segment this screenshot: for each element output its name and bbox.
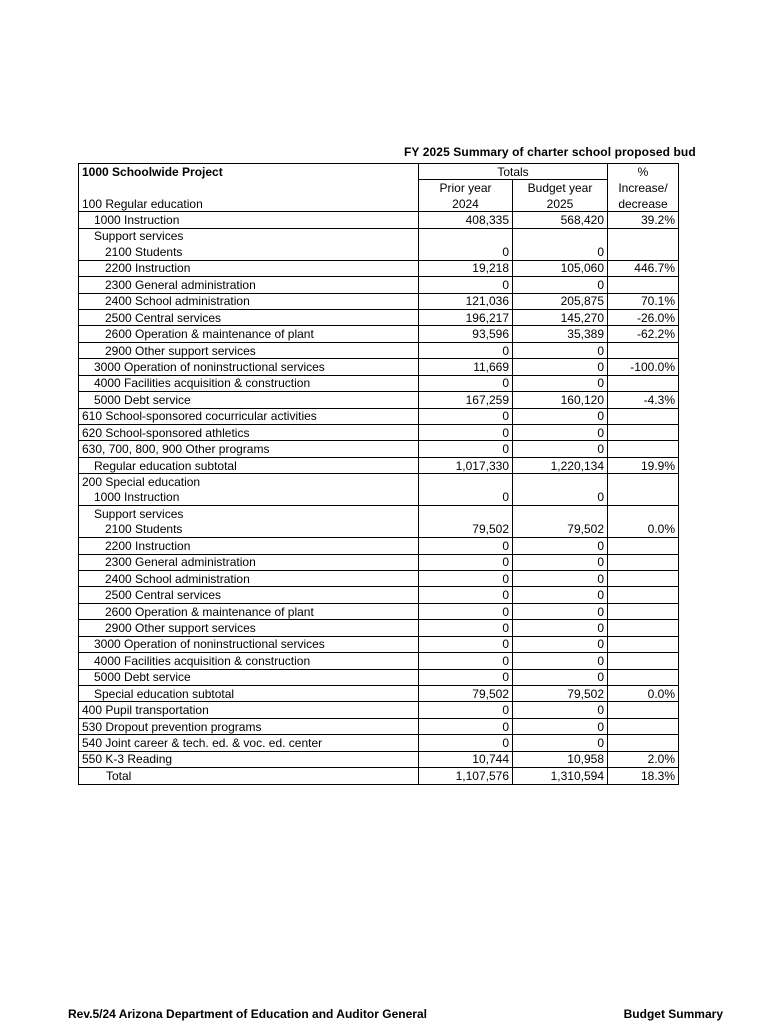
- table-row: 2400 School administration 121,036 205,875 70.1%: [79, 293, 679, 309]
- table-row: 2900 Other support services 0 0: [79, 620, 679, 636]
- table-row: Support services: [79, 228, 679, 244]
- total-row: Total 1,107,576 1,310,594 18.3%: [79, 768, 679, 784]
- table-row: 610 School-sponsored cocurricular activities 0 0: [79, 408, 679, 424]
- table-row: 620 School-sponsored athletics 0 0: [79, 425, 679, 441]
- budget-summary-table: [78, 163, 679, 785]
- table-row: 2200 Instruction 0 0: [79, 538, 679, 554]
- subtotal-row: Regular education subtotal 1,017,330 1,220,134 19.9%: [79, 457, 679, 473]
- table-row: 540 Joint career & tech. ed. & voc. ed. center 0 0: [79, 735, 679, 751]
- table-row: 5000 Debt service 0 0: [79, 669, 679, 685]
- header-row-2: [79, 180, 679, 196]
- table-row: 2100 Students 0 0: [79, 244, 679, 260]
- prior-year-heading: Prior year: [419, 180, 513, 196]
- totals-heading: Totals: [419, 164, 608, 180]
- table-row: 3000 Operation of noninstructional services 0 0: [79, 636, 679, 652]
- project-heading: 1000 Schoolwide Project: [79, 164, 419, 180]
- table-row: 2500 Central services 0 0: [79, 587, 679, 603]
- table-row: 200 Special education: [79, 474, 679, 490]
- table-row: 2500 Central services 196,217 145,270 -26.0%: [79, 309, 679, 325]
- header-row-1: [79, 164, 679, 180]
- budget-year-heading: Budget year: [513, 180, 608, 196]
- table-row: 4000 Facilities acquisition & construction 0 0: [79, 375, 679, 391]
- table-row: 2600 Operation & maintenance of plant 93,596 35,389 -62.2%: [79, 326, 679, 342]
- increase-heading: Increase/: [608, 180, 679, 196]
- budget-year-label: 2025: [513, 196, 608, 212]
- footer-revision: Rev.5/24 Arizona Department of Education and Auditor General: [68, 1007, 427, 1021]
- table-row: 1000 Instruction 408,335 568,420 39.2%: [79, 212, 679, 228]
- table-row: 400 Pupil transportation 0 0: [79, 702, 679, 718]
- decrease-heading: decrease: [608, 196, 679, 212]
- table-row: 2600 Operation & maintenance of plant 0 0: [79, 603, 679, 619]
- table-row: 4000 Facilities acquisition & construction 0 0: [79, 653, 679, 669]
- table-row: 630, 700, 800, 900 Other programs 0 0: [79, 441, 679, 457]
- table-row: 2100 Students 79,502 79,502 0.0%: [79, 522, 679, 538]
- table-row: 550 K-3 Reading 10,744 10,958 2.0%: [79, 751, 679, 767]
- percent-heading: %: [608, 164, 679, 180]
- subtotal-row: Special education subtotal 79,502 79,502 0.0%: [79, 686, 679, 702]
- header-row-3: [79, 196, 679, 212]
- table-row: 2300 General administration 0 0: [79, 277, 679, 293]
- table-row: 1000 Instruction 0 0: [79, 490, 679, 506]
- table-row: 2300 General administration 0 0: [79, 554, 679, 570]
- prior-year-label: 2024: [419, 196, 513, 212]
- table-row: 2400 School administration 0 0: [79, 570, 679, 586]
- page-title: FY 2025 Summary of charter school proposed bud: [404, 145, 696, 159]
- table-row: 2900 Other support services 0 0: [79, 342, 679, 358]
- regular-education-heading: 100 Regular education: [79, 196, 419, 212]
- table-row: 3000 Operation of noninstructional services 11,669 0 -100.0%: [79, 359, 679, 375]
- table-row: 530 Dropout prevention programs 0 0: [79, 718, 679, 734]
- table-row: Support services: [79, 506, 679, 522]
- table-row: 2200 Instruction 19,218 105,060 446.7%: [79, 260, 679, 276]
- footer-title: Budget Summary: [623, 1007, 723, 1021]
- table-row: 5000 Debt service 167,259 160,120 -4.3%: [79, 392, 679, 408]
